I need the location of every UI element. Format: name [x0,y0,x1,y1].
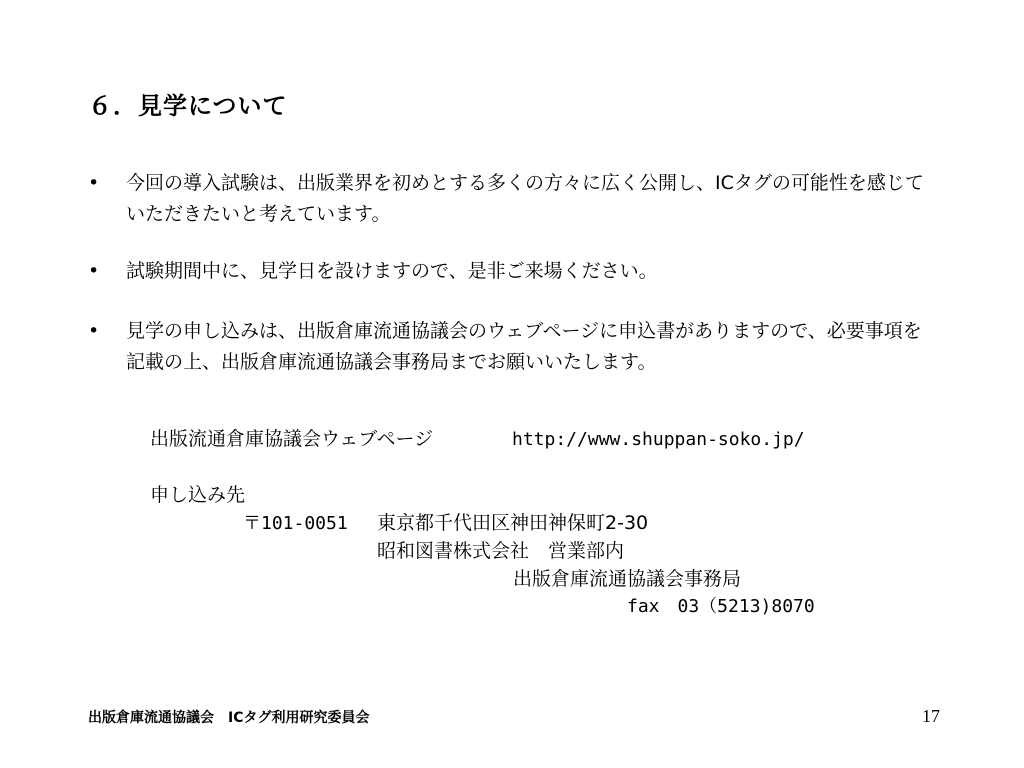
slide-title: ６．見学について [88,92,288,120]
web-page-url[interactable]: http://www.shuppan-soko.jp/ [512,429,805,450]
bullet-marker: • [88,320,100,342]
bullet-text: 試験期間中に、見学日を設けますので、是非ご来場ください。 [126,260,658,282]
footer-organization: 出版倉庫流通協議会 ICタグ利用研究委員会 [88,710,370,726]
bullet-item-application [88,316,938,378]
bullet-item-public-disclosure [88,168,938,230]
contact-office: 出版倉庫流通協議会事務局 [513,568,742,590]
contact-heading: 申し込み先 [150,484,246,506]
contact-address: 東京都千代田区神田神保町2-30 [377,512,649,534]
web-page-label: 出版流通倉庫協議会ウェブページ [150,428,434,450]
bullet-item-visit-days [88,256,938,287]
bullet-text: 今回の導入試験は、出版業界を初めとする多くの方々に広く公開し、ICタグの可能性を感じていただきたいと考えています。 [126,172,924,225]
bullet-marker: • [88,260,100,282]
bullet-marker: • [88,172,100,194]
page-number: 17 [922,706,940,726]
postal-code: 〒101-0051 [243,513,348,534]
contact-company: 昭和図書株式会社 営業部内 [377,540,625,562]
contact-fax: fax 03（5213)8070 [627,596,815,617]
bullet-text: 見学の申し込みは、出版倉庫流通協議会のウェブページに申込書がありますので、必要事項を記載の上、出版倉庫流通協議会事務局までお願いいたします。 [126,320,922,373]
